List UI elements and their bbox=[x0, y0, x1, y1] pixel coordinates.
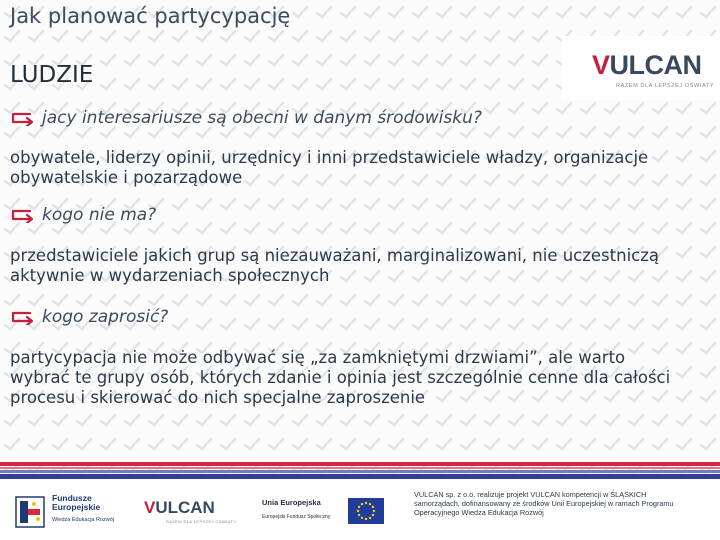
answer-2-line: aktywnie w wydarzeniach społecznych bbox=[10, 266, 330, 285]
question-1-text: jacy interesariusze są obecni w danym środowisku? bbox=[42, 108, 482, 128]
eu-line2: Europejski Fundusz Społeczny bbox=[262, 514, 331, 520]
section-heading: LUDZIE bbox=[10, 62, 94, 88]
answer-3 bbox=[10, 348, 716, 408]
slide-title: Jak planować partycypację bbox=[10, 4, 291, 28]
project-info bbox=[414, 490, 714, 518]
question-arrow-icon bbox=[10, 110, 36, 126]
eu-star bbox=[372, 514, 374, 516]
eu-flag-icon bbox=[348, 498, 384, 524]
footer-vulcan-tagline: RAZEM DLA LEPSZEJ OŚWIATY bbox=[166, 519, 237, 524]
question-3-text: kogo zaprosić? bbox=[42, 307, 169, 327]
eu-line1: Unia Europejska bbox=[262, 498, 321, 507]
eu-star bbox=[358, 506, 360, 508]
project-line: VULCAN sp. z o.o. realizuje projekt VULCAN kompetencji w ŚLĄSKICH bbox=[414, 490, 647, 499]
eu-star bbox=[369, 503, 371, 505]
vulcan-logo-tagline: RAZEM DLA LEPSZEJ OŚWIATY bbox=[616, 83, 715, 89]
answer-1 bbox=[10, 148, 716, 188]
answer-1-line: obywatele, liderzy opinii, urzędnicy i inni przedstawiciele władzy, organizacje bbox=[10, 148, 649, 167]
footer-vulcan-word: VULCAN bbox=[144, 498, 215, 517]
question-2-text: kogo nie ma? bbox=[42, 205, 157, 225]
project-line: Operacyjnego Wiedza Edukacja Rozwój bbox=[414, 508, 544, 518]
answer-2-line: przedstawiciele jakich grup są niezauważani, marginalizowani, nie uczestniczą bbox=[10, 246, 660, 265]
fe-flag-icon bbox=[14, 495, 46, 529]
question-1 bbox=[10, 108, 482, 128]
vulcan-logo bbox=[562, 36, 720, 100]
eu-star bbox=[361, 503, 363, 505]
fe-line2: Europejskie bbox=[52, 502, 101, 512]
eu-star bbox=[361, 517, 363, 519]
answer-3-line: partycypacja nie może odbywać się „za zamkniętymi drzwiami”, ale warto bbox=[10, 348, 626, 367]
eu-star bbox=[373, 510, 375, 512]
vulcan-logo-word: VULCAN bbox=[592, 50, 702, 80]
answer-3-line: procesu i skierować do nich specjalne zaproszenie bbox=[10, 388, 426, 407]
eu-star bbox=[369, 517, 371, 519]
unia-europejska-logo bbox=[262, 498, 387, 532]
footer-logos bbox=[0, 480, 720, 540]
answer-3-line: wybrać te grupy osób, których zdanie i opinia jest szczególnie cenne dla całości bbox=[10, 368, 671, 387]
question-2 bbox=[10, 205, 156, 225]
eu-star bbox=[372, 506, 374, 508]
footer-stripes bbox=[0, 462, 720, 480]
answer-1-line: obywatelskie i pozarządowe bbox=[10, 168, 243, 187]
eu-star bbox=[365, 518, 367, 520]
question-3 bbox=[10, 307, 168, 327]
eu-star bbox=[365, 502, 367, 504]
project-line: samorządach, dofinansowany ze środków Unii Europejskiej w ramach Programu bbox=[414, 499, 674, 509]
question-arrow-icon bbox=[10, 309, 36, 325]
question-arrow-icon bbox=[10, 207, 36, 223]
eu-star bbox=[357, 510, 359, 512]
fe-line1: Fundusze bbox=[52, 493, 92, 503]
footer-vulcan-logo bbox=[144, 498, 237, 528]
fe-line3: Wiedza Edukacja Rozwój bbox=[52, 517, 115, 523]
answer-2 bbox=[10, 246, 716, 286]
eu-star bbox=[358, 514, 360, 516]
fundusze-europejskie-logo bbox=[14, 492, 126, 532]
